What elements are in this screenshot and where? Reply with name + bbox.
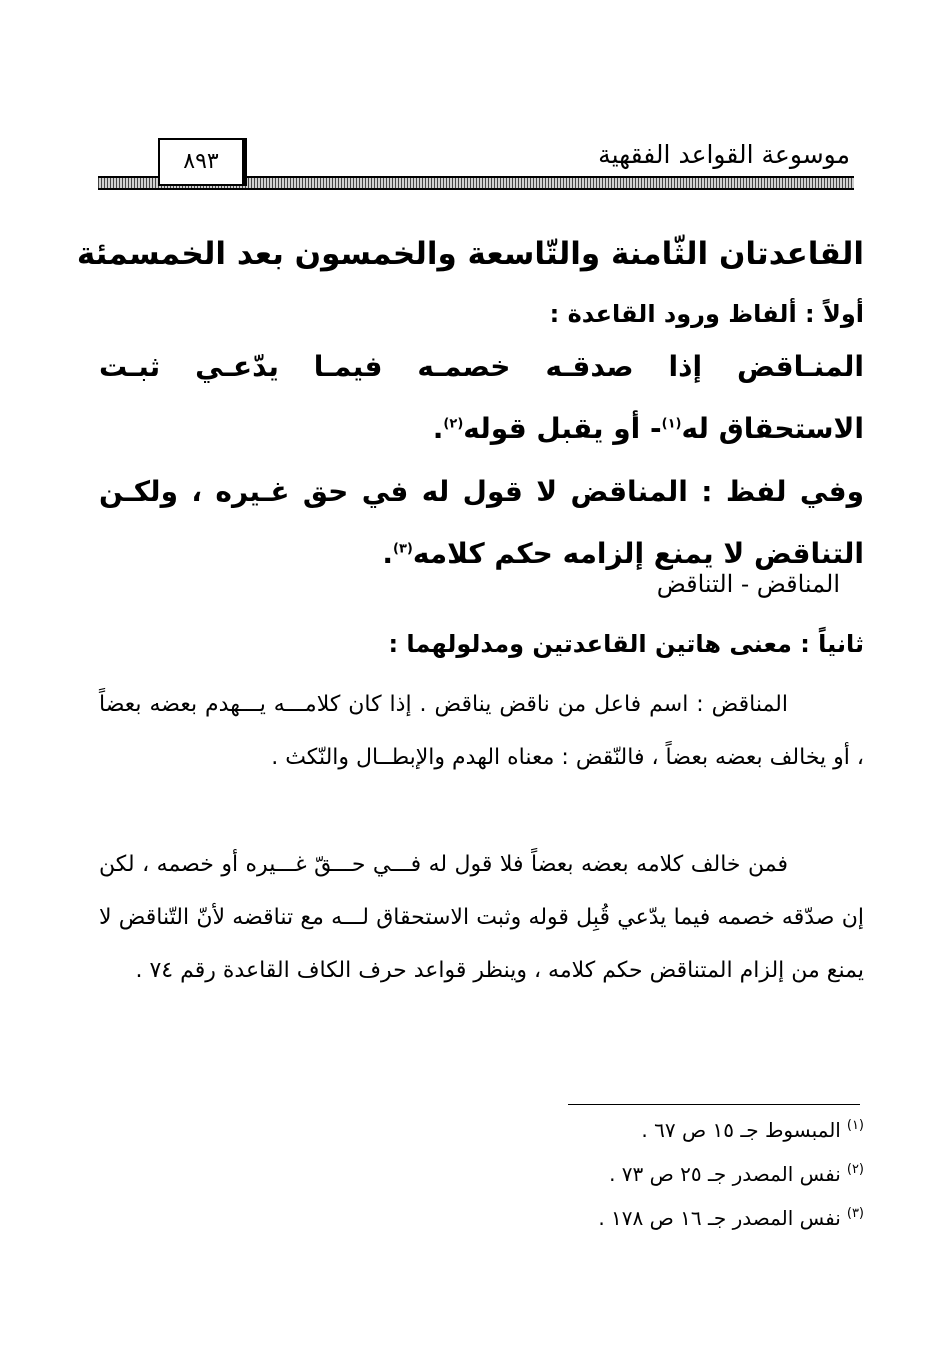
- footnote-1-text: المبسوط جـ ١٥ ص ٦٧ .: [641, 1118, 841, 1142]
- rule-2-text-b: .: [382, 537, 393, 570]
- footnotes: [598, 1118, 864, 1250]
- footnote-3-text: نفس المصدر جـ ١٦ ص ١٧٨ .: [598, 1206, 841, 1230]
- page-heading: القاعدتان الثّامنة والتّاسعة والخمسون بعد الخمسمئة: [76, 236, 864, 272]
- footnote-2: [598, 1162, 864, 1206]
- meaning-paragraph-1: المناقض : اسم فاعل من ناقض يناقض . إذا كان كلامـــه يـــهدم بعضه بعضاً ، أو يخالف بعضه بعضاً ، فالنّقض : معناه الهدم والإبطــال والنّكث .: [99, 692, 864, 770]
- footnote-ref-2[interactable]: (٢): [443, 416, 464, 432]
- section-1-title: أولاً : ألفاظ ورود القاعدة :: [549, 300, 864, 328]
- footnote-2-mark: (٢): [846, 1162, 864, 1177]
- rule-wording-1: [99, 336, 864, 460]
- rule-1-text-b: - أو يقبل قوله: [463, 412, 662, 445]
- rule-wording-2: [99, 461, 864, 585]
- footnote-ref-1[interactable]: (١): [661, 416, 682, 432]
- page-number: ٨٩٣: [183, 149, 219, 174]
- footnote-2-text: نفس المصدر جـ ٢٥ ص ٧٣ .: [609, 1162, 841, 1186]
- rule-2-text-a: وفي لفظ : المناقض لا قول له في حق غـيره ، ولكـن التناقض لا يمنع إلزامه حكم كلامه: [99, 475, 864, 570]
- footnote-1-mark: (١): [846, 1118, 864, 1133]
- footnote-ref-3[interactable]: (٣): [392, 541, 413, 557]
- meaning-paragraph-2: فمن خالف كلامه بعضه بعضاً فلا قول له فـــي حـــقّ غـــيره أو خصمه ، لكن إن صدّقه خصمه فيما يدّعي قُبِل قوله وثبت الاستحقاق لـــه مع تناقضه لأنّ التّناقض لا يمنع من إلزام المتناقض حكم كلامه ، وينظر قواعد حرف الكاف القاعدة رقم ٧٤ .: [99, 852, 864, 983]
- footnote-3-mark: (٣): [846, 1206, 864, 1221]
- footnote-separator: [568, 1104, 860, 1105]
- rule-1-text-a: المنـاقض إذا صدقـه خصمـه فيمـا يدّعـي ثبـت الاستحقاق له: [99, 350, 864, 445]
- section-2-title: ثانياً : معنى هاتين القاعدتين ومدلولهما :: [388, 630, 864, 658]
- rule-1-text-c: .: [432, 412, 444, 445]
- page-number-box: [158, 138, 247, 186]
- footnote-1: [598, 1118, 864, 1162]
- running-header-title: موسوعة القواعد الفقهية: [598, 140, 850, 169]
- footnote-3: [598, 1206, 864, 1250]
- key-terms: المناقض - التناقض: [656, 570, 840, 598]
